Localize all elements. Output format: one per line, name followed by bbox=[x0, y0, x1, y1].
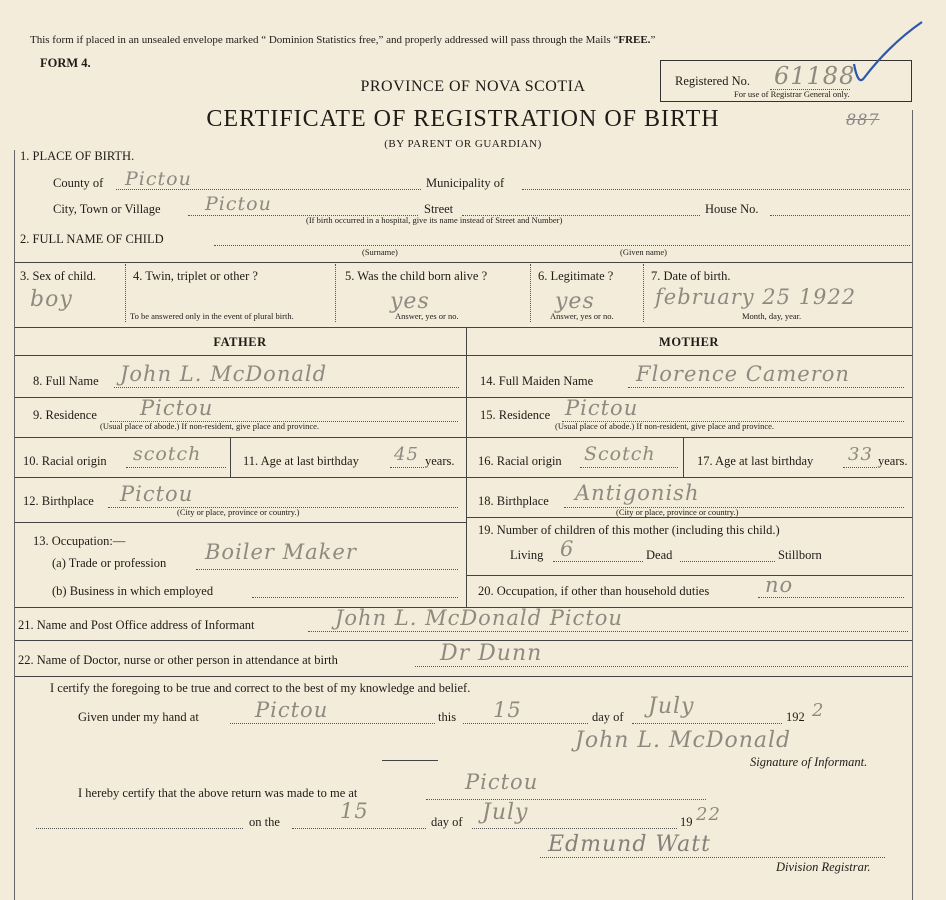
father-trade-value: Boiler Maker bbox=[205, 540, 357, 564]
row3-top-border bbox=[14, 262, 912, 263]
born-alive-note: Answer, yes or no. bbox=[395, 311, 459, 321]
father-birthplace-value: Pictou bbox=[120, 482, 194, 506]
given-day-value: 15 bbox=[493, 698, 522, 722]
father-racial-label: 10. Racial origin bbox=[23, 454, 107, 468]
father-racial-value: scotch bbox=[133, 443, 202, 465]
row3-divider-4 bbox=[643, 264, 644, 322]
municipality-label: Municipality of bbox=[426, 176, 505, 190]
father-name-label: 8. Full Name bbox=[33, 374, 99, 388]
father-name-line bbox=[114, 387, 459, 388]
registered-no-label: Registered No. bbox=[675, 74, 750, 88]
row3-divider-1 bbox=[125, 264, 126, 322]
certification-statement: I certify the foregoing to be true and correct to the best of my knowledge and belief. bbox=[50, 681, 471, 695]
mother-age-value: 33 bbox=[848, 444, 873, 465]
mother-age-divider bbox=[683, 437, 684, 477]
father-trade-line bbox=[196, 569, 458, 570]
surname-note: (Surname) bbox=[362, 247, 398, 257]
registrar-year-suffix: 22 bbox=[696, 804, 721, 825]
registrar-month-line bbox=[472, 828, 677, 829]
mother-residence-label: 15. Residence bbox=[480, 408, 551, 422]
center-rule bbox=[382, 760, 438, 761]
doctor-line bbox=[415, 666, 908, 667]
mother-name-label: 14. Full Maiden Name bbox=[480, 374, 594, 388]
date-of-birth-note: Month, day, year. bbox=[742, 311, 802, 321]
this-label: this bbox=[438, 710, 457, 724]
father-residence-value: Pictou bbox=[140, 396, 214, 420]
father-row-line-1 bbox=[14, 397, 466, 398]
place-of-birth-heading: 1. PLACE OF BIRTH. bbox=[20, 149, 135, 163]
father-business-label: (b) Business in which employed bbox=[52, 584, 214, 598]
certificate-title: CERTIFICATE OF REGISTRATION OF BIRTH bbox=[206, 106, 720, 132]
house-no-line bbox=[770, 215, 910, 216]
legitimate-note: Answer, yes or no. bbox=[550, 311, 614, 321]
registrar-signature: Edmund Watt bbox=[548, 832, 711, 857]
mother-row-line-4 bbox=[466, 517, 912, 518]
living-line bbox=[553, 561, 643, 562]
mother-occupation-line bbox=[758, 597, 904, 598]
form-number: FORM 4. bbox=[40, 56, 91, 70]
this-day-line bbox=[463, 723, 588, 724]
registrar-day-line bbox=[292, 828, 426, 829]
given-year-suffix: 2 bbox=[812, 700, 825, 721]
father-row-line-3 bbox=[14, 477, 466, 478]
right-page-border bbox=[912, 110, 913, 900]
father-trade-label: (a) Trade or profession bbox=[52, 556, 167, 570]
doctor-label: 22. Name of Doctor, nurse or other person in attendance at birth bbox=[18, 653, 338, 667]
father-occupation-heading: 13. Occupation:— bbox=[33, 534, 126, 548]
father-racial-line bbox=[126, 467, 226, 468]
mother-residence-value: Pictou bbox=[565, 396, 639, 420]
registrar-day-of-label: day of bbox=[431, 815, 463, 829]
county-label: County of bbox=[53, 176, 104, 190]
parents-top-border bbox=[14, 327, 912, 328]
given-place-line bbox=[230, 723, 435, 724]
father-name-value: John L. McDonald bbox=[120, 362, 328, 386]
mother-row-line-3 bbox=[466, 477, 912, 478]
sex-label: 3. Sex of child. bbox=[20, 269, 97, 283]
registrar-general-note: For use of Registrar General only. bbox=[734, 89, 850, 99]
mother-row-line-1 bbox=[466, 397, 912, 398]
mother-racial-line bbox=[580, 467, 678, 468]
margin-mark: 887 bbox=[846, 110, 880, 129]
legitimate-label: 6. Legitimate ? bbox=[538, 269, 614, 283]
registrar-month-value: July bbox=[482, 800, 529, 825]
sex-value: boy bbox=[30, 287, 73, 312]
given-under-hand-label: Given under my hand at bbox=[78, 710, 199, 724]
given-place-value: Pictou bbox=[255, 698, 329, 722]
municipality-line bbox=[522, 189, 910, 190]
father-residence-note: (Usual place of abode.) If non-resident, give place and province. bbox=[100, 421, 320, 431]
informant-value: John L. McDonald Pictou bbox=[335, 606, 623, 630]
given-year-prefix: 192 bbox=[786, 710, 805, 724]
registrar-place-value: Pictou bbox=[465, 770, 539, 794]
given-day-of-label: day of bbox=[592, 710, 624, 724]
father-residence-label: 9. Residence bbox=[33, 408, 97, 422]
county-value: Pictou bbox=[125, 168, 192, 190]
city-label: City, Town or Village bbox=[53, 202, 161, 216]
left-page-border bbox=[14, 150, 15, 900]
father-row-line-4 bbox=[14, 522, 466, 523]
informant-signature: John L. McDonald bbox=[575, 728, 792, 753]
registrar-signature-line bbox=[540, 857, 885, 858]
father-age-divider bbox=[230, 437, 231, 477]
parents-header-border bbox=[14, 355, 912, 356]
mother-row-line-5 bbox=[466, 575, 912, 576]
mother-header: MOTHER bbox=[659, 335, 719, 349]
date-of-birth-value: february 25 1922 bbox=[655, 285, 857, 309]
mailing-notice: This form if placed in an unsealed envelope marked “ Dominion Statistics free,” and properly addressed will pass through the Mails “FREE.” bbox=[30, 34, 656, 46]
city-value: Pictou bbox=[205, 193, 272, 215]
house-no-label: House No. bbox=[705, 202, 759, 216]
father-row-line-2 bbox=[14, 437, 466, 438]
father-business-line bbox=[252, 597, 458, 598]
legitimate-value: yes bbox=[555, 289, 595, 314]
registrar-statement: I hereby certify that the above return was made to me at bbox=[78, 786, 358, 800]
mother-residence-note: (Usual place of abode.) If non-resident, give place and province. bbox=[555, 421, 775, 431]
mother-age-line bbox=[843, 467, 877, 468]
mother-birthplace-label: 18. Birthplace bbox=[478, 494, 549, 508]
born-alive-value: yes bbox=[390, 289, 430, 314]
parents-center-divider bbox=[466, 327, 467, 607]
registrar-day-value: 15 bbox=[340, 799, 369, 823]
row3-divider-3 bbox=[530, 264, 531, 322]
mother-name-value: Florence Cameron bbox=[636, 362, 850, 386]
doctor-border bbox=[14, 676, 912, 677]
on-the-label: on the bbox=[249, 815, 280, 829]
given-month-line bbox=[632, 723, 782, 724]
informant-label: 21. Name and Post Office address of Informant bbox=[18, 618, 255, 632]
child-name-line bbox=[214, 245, 910, 246]
mother-age-label: 17. Age at last birthday bbox=[697, 454, 814, 468]
mother-age-unit: years. bbox=[878, 454, 908, 468]
dead-line bbox=[680, 561, 775, 562]
father-header: FATHER bbox=[213, 335, 267, 349]
province-heading: PROVINCE OF NOVA SCOTIA bbox=[360, 78, 586, 95]
father-age-value: 45 bbox=[394, 444, 419, 465]
registrar-place-line bbox=[426, 799, 706, 800]
twin-note: To be answered only in the event of plural birth. bbox=[130, 311, 294, 321]
mother-occupation-label: 20. Occupation, if other than household duties bbox=[478, 584, 710, 598]
date-of-birth-label: 7. Date of birth. bbox=[651, 269, 731, 283]
mother-birthplace-note: (City or place, province or country.) bbox=[616, 507, 739, 517]
born-alive-label: 5. Was the child born alive ? bbox=[345, 269, 488, 283]
registrar-signature-label: Division Registrar. bbox=[776, 860, 871, 874]
informant-line bbox=[308, 631, 908, 632]
street-label: Street bbox=[424, 202, 454, 216]
dead-label: Dead bbox=[646, 548, 673, 562]
registered-no-value: 61188 bbox=[774, 62, 856, 90]
father-age-line bbox=[390, 467, 424, 468]
informant-signature-label: Signature of Informant. bbox=[750, 755, 868, 769]
living-label: Living bbox=[510, 548, 544, 562]
father-birthplace-label: 12. Birthplace bbox=[23, 494, 94, 508]
child-name-heading: 2. FULL NAME OF CHILD bbox=[20, 232, 164, 246]
mother-birthplace-value: Antigonish bbox=[575, 481, 700, 505]
mother-occupation-value: no bbox=[765, 573, 794, 597]
row3-divider-2 bbox=[335, 264, 336, 322]
mother-row-line-2 bbox=[466, 437, 912, 438]
mother-racial-value: Scotch bbox=[584, 443, 656, 465]
hospital-note: (If birth occurred in a hospital, give its name instead of Street and Number) bbox=[306, 215, 563, 225]
mother-racial-label: 16. Racial origin bbox=[478, 454, 562, 468]
twin-label: 4. Twin, triplet or other ? bbox=[133, 269, 258, 283]
doctor-value: Dr Dunn bbox=[440, 641, 543, 666]
certificate-subtitle: (BY PARENT OR GUARDIAN) bbox=[384, 138, 542, 150]
living-value: 6 bbox=[560, 537, 575, 561]
stillborn-label: Stillborn bbox=[778, 548, 822, 562]
mother-children-label: 19. Number of children of this mother (including this child.) bbox=[478, 523, 780, 537]
mother-name-line bbox=[628, 387, 904, 388]
father-age-label: 11. Age at last birthday bbox=[243, 454, 359, 468]
given-month-value: July bbox=[648, 694, 695, 719]
registrar-leading-line bbox=[36, 828, 243, 829]
father-age-unit: years. bbox=[425, 454, 455, 468]
father-birthplace-note: (City or place, province or country.) bbox=[177, 507, 300, 517]
registrar-year-prefix: 19 bbox=[680, 815, 693, 829]
given-name-note: (Given name) bbox=[620, 247, 667, 257]
